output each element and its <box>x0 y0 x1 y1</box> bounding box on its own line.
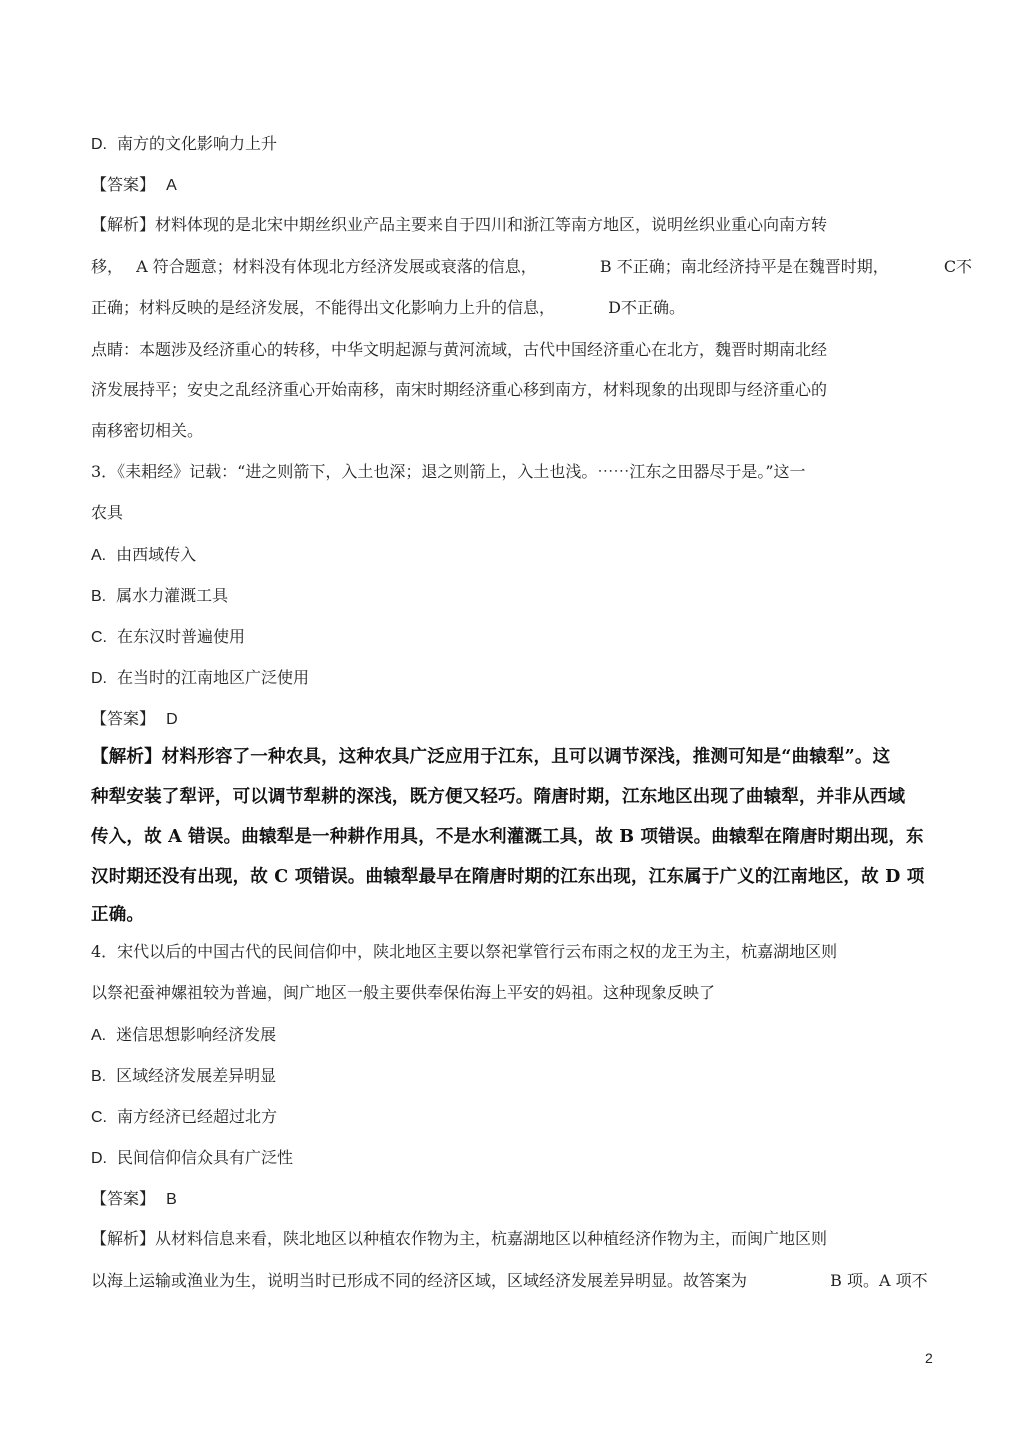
analysis-fragment: 以海上运输或渔业为生，说明当时已形成不同的经济区域，区域经济发展差异明显。故答案为 <box>91 1271 748 1290</box>
analysis-fragment: 正确；材料反映的是经济发展，不能得出文化影响力上升的信息， <box>91 298 556 317</box>
analysis-line <box>91 1270 928 1292</box>
analysis-line <box>91 256 972 278</box>
analysis-fragment: D不正确。 <box>608 298 685 317</box>
note-line: 济发展持平；安史之乱经济重心开始南移，南宋时期经济重心移到南方，材料现象的出现即与经济重心的 <box>91 380 828 399</box>
option-b <box>91 1065 276 1088</box>
option-letter: B. <box>91 1068 107 1085</box>
option-letter: D. <box>91 1150 107 1167</box>
option-letter: D. <box>91 136 107 153</box>
analysis-line: 【解析】材料形容了一种农具，这种农具广泛应用于江东，且可以调节深浅，推测可知是“曲辕犁”。这 <box>91 747 891 767</box>
analysis-fragment: B 不正确；南北经济持平是在魏晋时期， <box>599 257 889 276</box>
analysis-line <box>91 297 685 319</box>
option-a <box>91 1024 276 1047</box>
option-d <box>91 1147 293 1170</box>
option-text: 属水力灌溉工具 <box>116 586 229 605</box>
option-letter: A. <box>91 1027 107 1044</box>
option-letter: B. <box>91 588 107 605</box>
question-stem: 4．宋代以后的中国古代的民间信仰中，陕北地区主要以祭祀掌管行云布雨之权的龙王为主，杭嘉湖地区则 <box>91 942 838 961</box>
option-text: 迷信思想影响经济发展 <box>116 1025 277 1044</box>
option-c <box>91 1106 277 1129</box>
analysis-line: 【解析】材料体现的是北宋中期丝织业产品主要来自于四川和浙江等南方地区，说明丝织业重心向南方转 <box>91 215 828 234</box>
option-b <box>91 585 228 608</box>
option-letter: A. <box>91 547 107 564</box>
question-stem: 农具 <box>91 503 124 522</box>
answer-line <box>91 708 178 731</box>
analysis-line: 【解析】从材料信息来看，陕北地区以种植农作物为主，杭嘉湖地区以种植经济作物为主，而闽广地区则 <box>91 1229 828 1248</box>
option-text: 在当时的江南地区广泛使用 <box>117 668 310 687</box>
answer-value: D <box>166 711 178 728</box>
option-text: 区域经济发展差异明显 <box>116 1066 277 1085</box>
analysis-line: 正确。 <box>91 905 145 925</box>
answer-value: A <box>166 177 177 194</box>
answer-line <box>91 174 177 197</box>
answer-label: 【答案】 <box>91 1189 156 1208</box>
option-letter: C. <box>91 1109 107 1126</box>
analysis-fragment: 移， <box>91 257 124 276</box>
analysis-line: 汉时期还没有出现，故 C 项错误。曲辕犁最早在隋唐时期的江东出现，江东属于广义的江南地区，故 D 项 <box>91 867 925 887</box>
analysis-fragment: B 项。A 项不 <box>830 1271 928 1290</box>
answer-label: 【答案】 <box>91 175 156 194</box>
answer-line <box>91 1188 177 1211</box>
option-d <box>91 667 309 690</box>
option-a <box>91 544 196 567</box>
option-text: 由西域传入 <box>116 545 197 564</box>
note-line: 点睛：本题涉及经济重心的转移，中华文明起源与黄河流域，古代中国经济重心在北方，魏晋时期南北经 <box>91 340 828 359</box>
option-d <box>91 133 277 156</box>
note-line: 南移密切相关。 <box>91 421 204 440</box>
option-letter: D. <box>91 670 107 687</box>
analysis-fragment: C不 <box>943 257 973 276</box>
option-text: 南方经济已经超过北方 <box>117 1107 278 1126</box>
answer-value: B <box>166 1191 177 1208</box>
analysis-line: 种犁安装了犁评，可以调节犁耕的深浅，既方便又轻巧。隋唐时期，江东地区出现了曲辕犁，并非从西域 <box>91 787 906 807</box>
page-number: 2 <box>925 1350 933 1366</box>
option-text: 在东汉时普遍使用 <box>117 627 246 646</box>
analysis-fragment: A 符合题意；材料没有体现北方经济发展或衰落的信息， <box>136 257 537 276</box>
analysis-line: 传入，故 A 错误。曲辕犁是一种耕作用具，不是水利灌溉工具，故 B 项错误。曲辕犁在隋唐时期出现，东 <box>91 827 924 847</box>
question-stem: 3．《耒耜经》记载：“进之则箭下，入土也深；退之则箭上，入土也浅。⋯⋯江东之田器尽于是。”这一 <box>91 462 806 481</box>
answer-label: 【答案】 <box>91 709 156 728</box>
option-text: 民间信仰信众具有广泛性 <box>117 1148 294 1167</box>
option-letter: C. <box>91 629 107 646</box>
option-c <box>91 626 245 649</box>
question-stem: 以祭祀蚕神嫘祖较为普遍，闽广地区一般主要供奉保佑海上平安的妈祖。这种现象反映了 <box>91 983 716 1002</box>
option-text: 南方的文化影响力上升 <box>117 134 278 153</box>
